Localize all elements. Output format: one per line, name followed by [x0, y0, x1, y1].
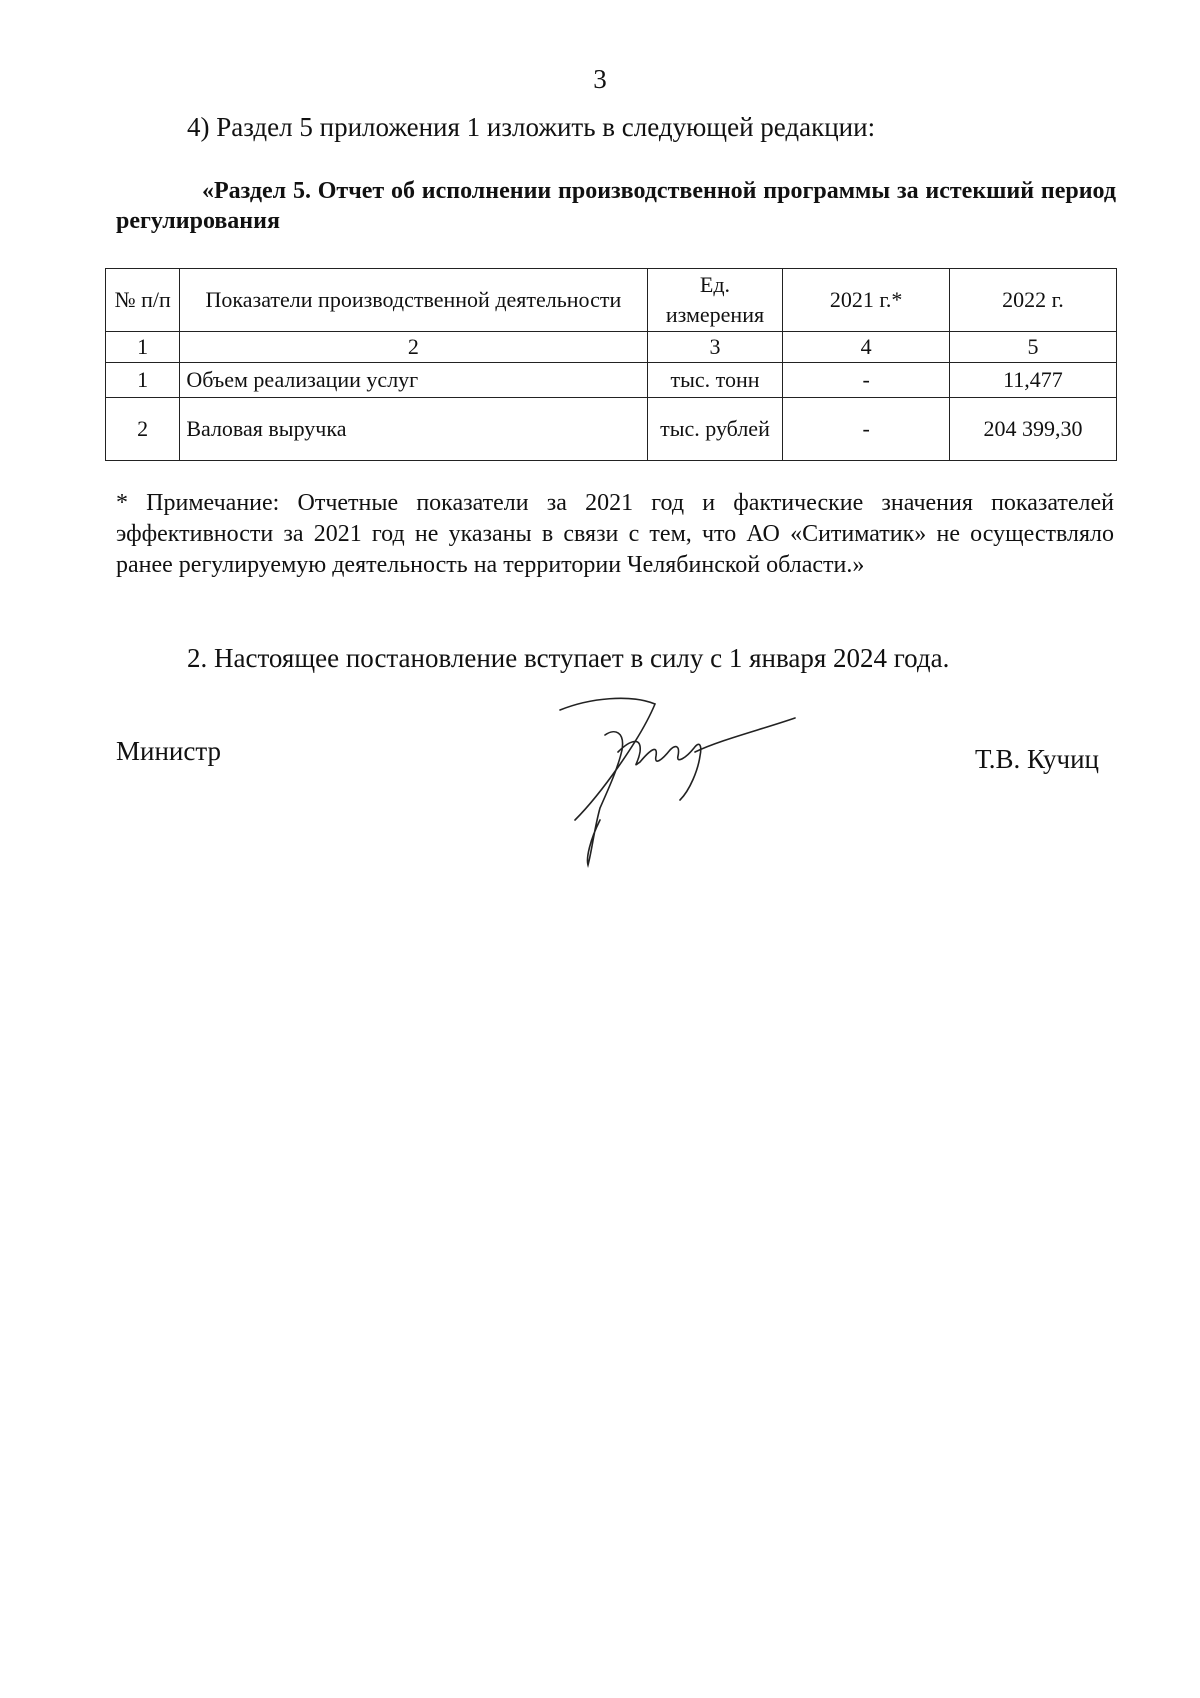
signature-stroke	[560, 698, 655, 820]
intro-text: 4) Раздел 5 приложения 1 изложить в следующей редакции:	[187, 112, 876, 142]
index-cell: 3	[647, 332, 783, 363]
table-row	[106, 398, 1117, 461]
row-indicator: Объем реализации услуг	[180, 363, 647, 398]
row-2021: -	[783, 398, 949, 461]
table-row	[106, 363, 1117, 398]
header-unit: Ед. измерения	[647, 269, 783, 332]
row-num: 1	[106, 363, 180, 398]
report-table	[105, 268, 1117, 461]
footnote: * Примечание: Отчетные показатели за 2021 год и фактические значения показателей эффективности за 2021 год не указаны в связи с тем, что АО «Ситиматик» не осуществляло ранее регулируемую деятельность на территории Челябинской области.»	[116, 490, 1114, 578]
section-heading: «Раздел 5. Отчет об исполнении производственной программы за истекший период регулирования	[116, 178, 1116, 234]
header-indicator: Показатели производственной деятельности	[180, 269, 647, 332]
table-index-row	[106, 332, 1117, 363]
signer-name: Т.В. Кучиц	[975, 744, 1100, 774]
row-unit: тыс. рублей	[647, 398, 783, 461]
header-2021: 2021 г.*	[783, 269, 949, 332]
row-num: 2	[106, 398, 180, 461]
row-unit: тыс. тонн	[647, 363, 783, 398]
page-number: 3	[593, 64, 607, 94]
row-indicator: Валовая выручка	[180, 398, 647, 461]
index-cell: 5	[949, 332, 1116, 363]
table-header-row	[106, 269, 1117, 332]
row-2021: -	[783, 363, 949, 398]
header-num: № п/п	[106, 269, 180, 332]
signature-stroke	[695, 718, 795, 752]
index-cell: 2	[180, 332, 647, 363]
signer-position: Министр	[116, 736, 221, 766]
row-2022: 204 399,30	[949, 398, 1116, 461]
index-cell: 1	[106, 332, 180, 363]
header-2022: 2022 г.	[949, 269, 1116, 332]
handwritten-signature	[530, 690, 830, 870]
index-cell: 4	[783, 332, 949, 363]
row-2022: 11,477	[949, 363, 1116, 398]
clause-text: 2. Настоящее постановление вступает в силу с 1 января 2024 года.	[187, 643, 950, 673]
